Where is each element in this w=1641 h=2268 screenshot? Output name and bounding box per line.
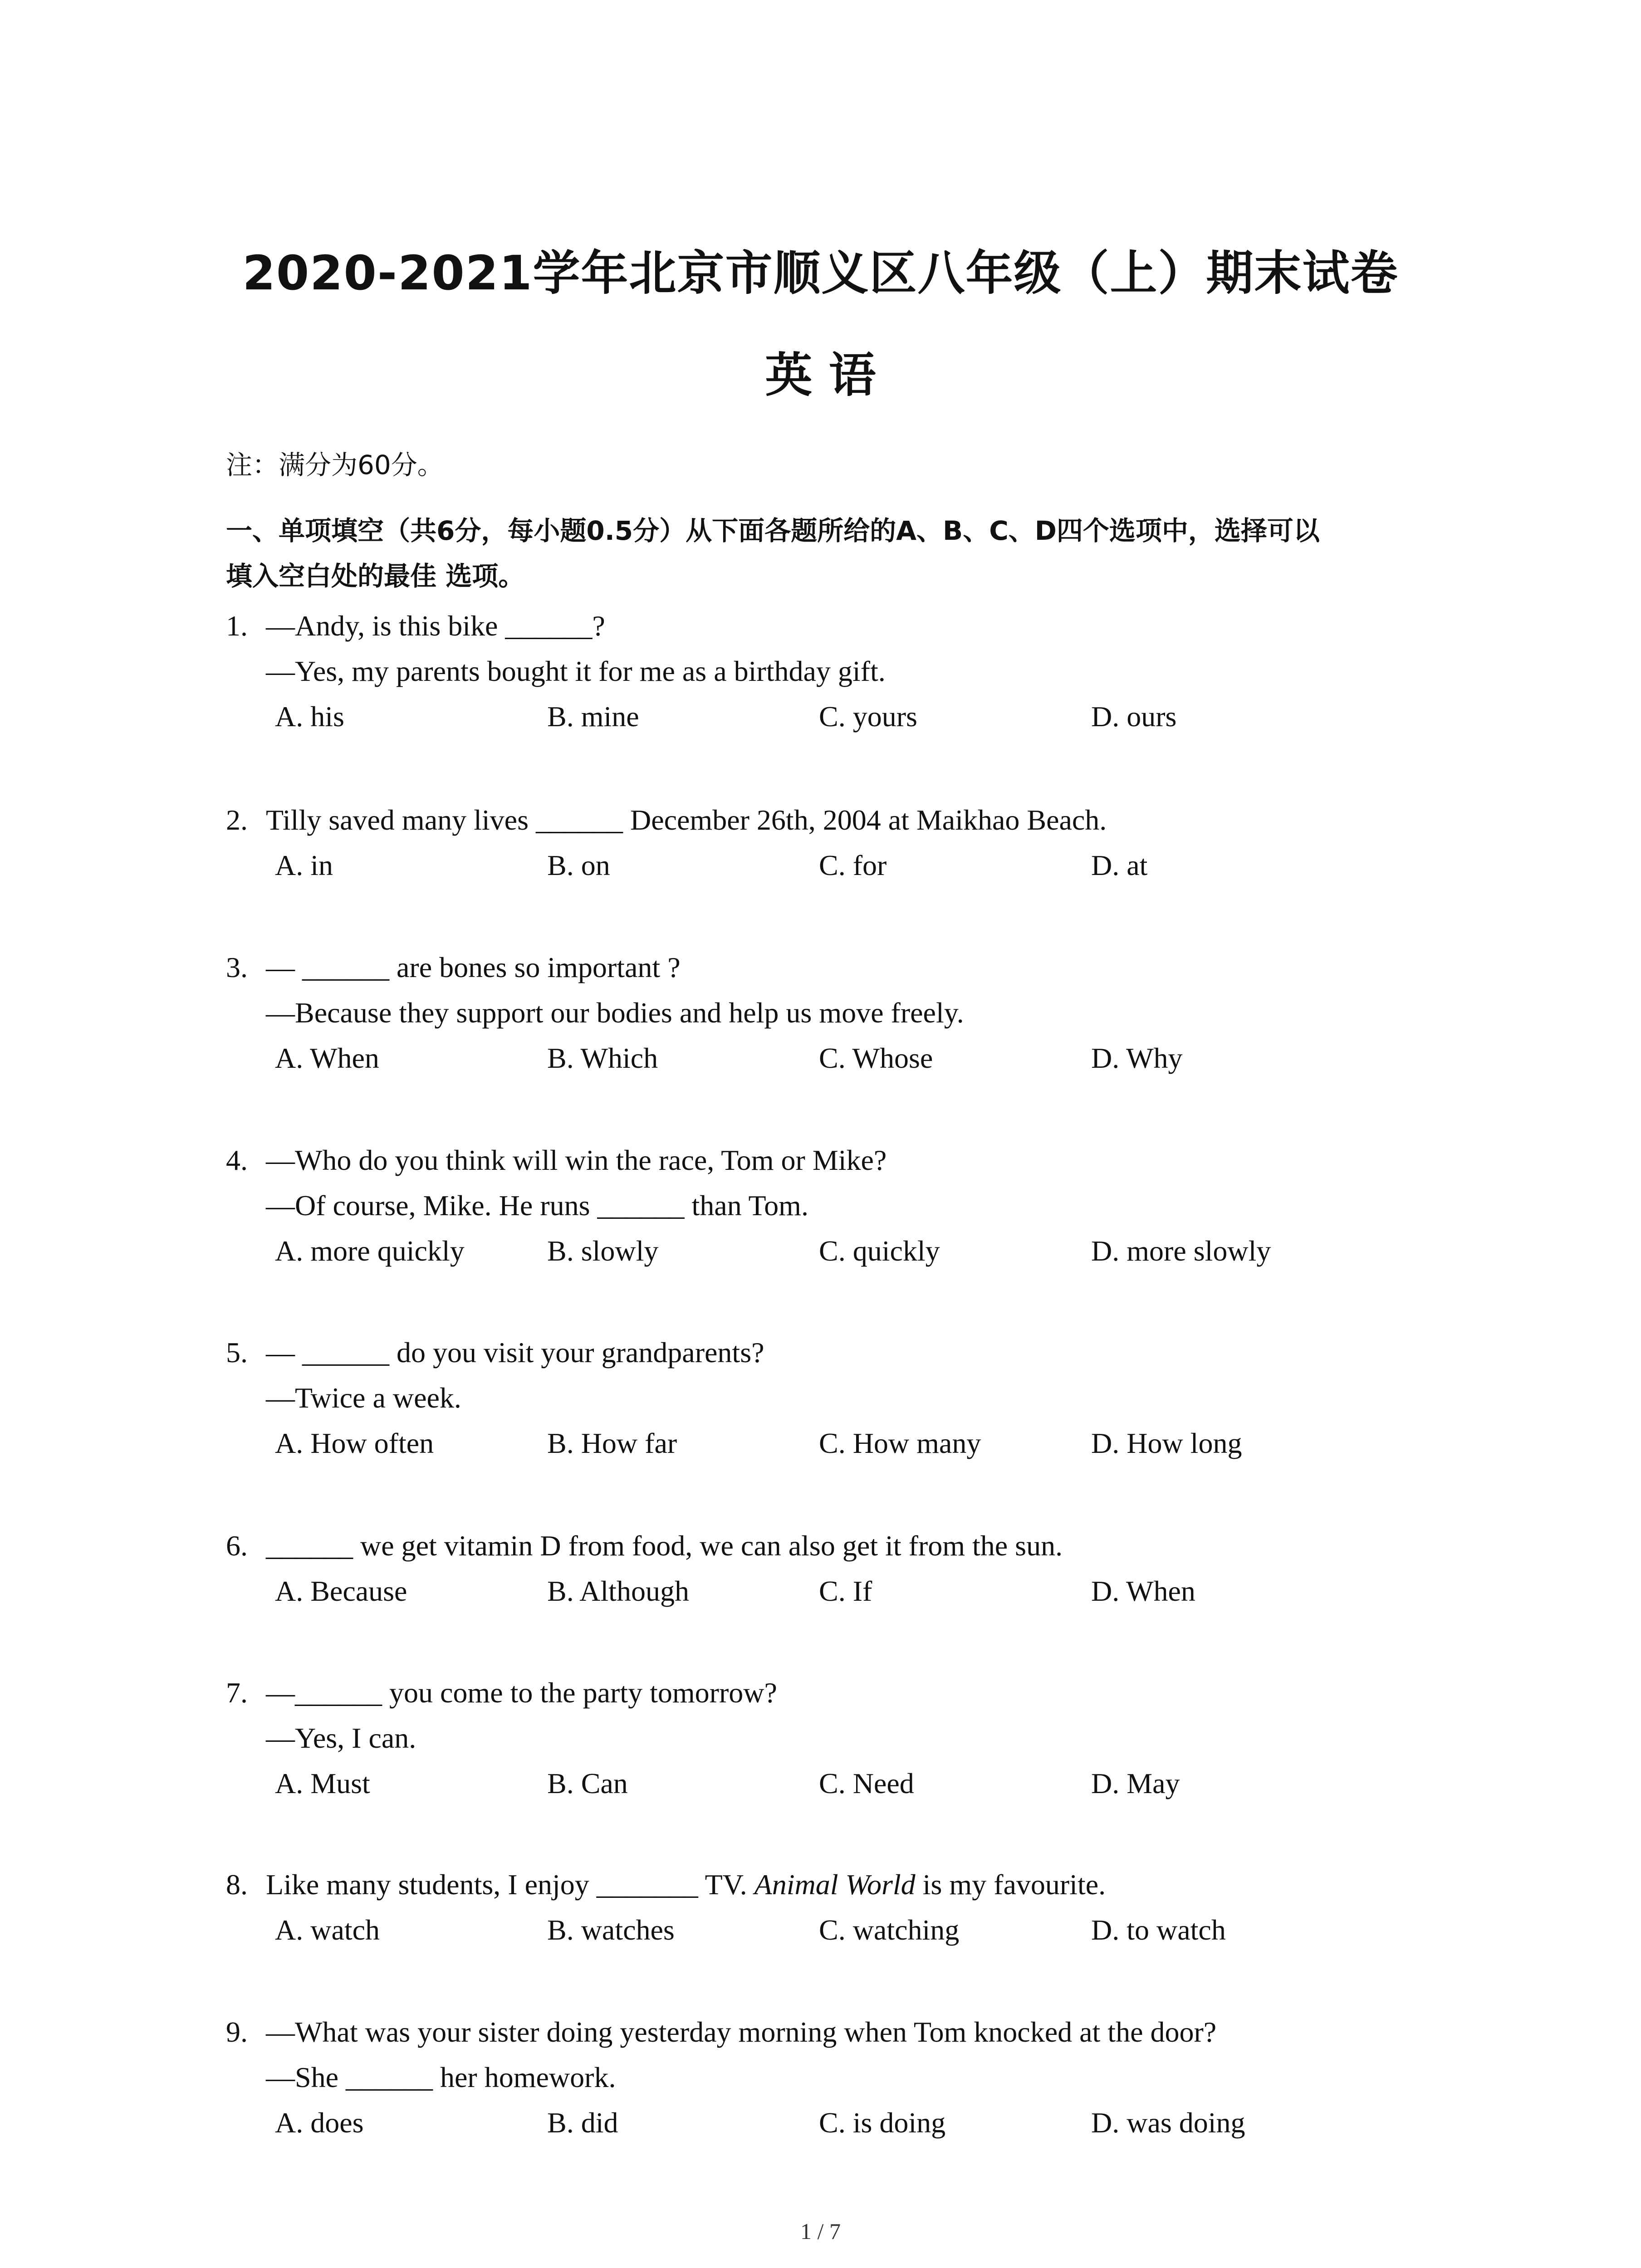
- question-line: [226, 1523, 1451, 1569]
- option-c: C. If: [819, 1575, 872, 1607]
- option-d: D. more slowly: [1091, 1235, 1271, 1267]
- question-6: [226, 1523, 1451, 1614]
- question-number: 6.: [226, 1530, 248, 1562]
- option-a: A. his: [275, 700, 344, 733]
- option-b: B. Although: [547, 1575, 689, 1607]
- question-5: [226, 1330, 1451, 1466]
- answer-text: —Of course, Mike. He runs ______ than Tom.: [266, 1189, 808, 1222]
- question-1: [226, 603, 1451, 739]
- answer-text: —Yes, I can.: [266, 1722, 416, 1754]
- answer-text: —Because they support our bodies and help us move freely.: [266, 997, 964, 1029]
- option-a: A. When: [275, 1042, 379, 1074]
- question-line: [226, 797, 1451, 843]
- option-b: B. did: [547, 2107, 618, 2139]
- question-line: [226, 1862, 1451, 1907]
- answer-text: —Twice a week.: [266, 1382, 461, 1414]
- options-row: [226, 1421, 1451, 1466]
- question-text: [266, 1862, 1106, 1907]
- question-number: 8.: [226, 1868, 248, 1901]
- question-line: [226, 1375, 1451, 1421]
- question-text: — ______ do you visit your grandparents?: [266, 1336, 764, 1369]
- option-a: A. How often: [275, 1427, 434, 1459]
- option-d: D. at: [1091, 849, 1148, 881]
- page-number: 1 / 7: [800, 2219, 841, 2244]
- option-d: D. ours: [1091, 700, 1177, 733]
- option-c: C. Whose: [819, 1042, 933, 1074]
- question-text-before: Like many students, I enjoy _______ TV.: [266, 1868, 754, 1901]
- question-number: 9.: [226, 2016, 248, 2048]
- question-4: [226, 1138, 1451, 1274]
- options-row: [226, 843, 1451, 888]
- option-d: D. Why: [1091, 1042, 1183, 1074]
- question-text: ______ we get vitamin D from food, we can also get it from the sun.: [266, 1530, 1063, 1562]
- option-a: A. in: [275, 849, 333, 881]
- option-a: A. does: [275, 2107, 364, 2139]
- answer-text: —Yes, my parents bought it for me as a birthday gift.: [266, 655, 886, 687]
- option-b: B. How far: [547, 1427, 677, 1459]
- option-b: B. slowly: [547, 1235, 659, 1267]
- option-c: C. quickly: [819, 1235, 940, 1267]
- question-text: Tilly saved many lives ______ December 26th, 2004 at Maikhao Beach.: [266, 804, 1107, 836]
- option-c: C. Need: [819, 1767, 914, 1799]
- question-number: 1.: [226, 610, 248, 642]
- question-3: [226, 945, 1451, 1081]
- option-d: D. How long: [1091, 1427, 1242, 1459]
- question-number: 4.: [226, 1144, 248, 1176]
- question-text: —Andy, is this bike ______?: [266, 610, 605, 642]
- options-row: [226, 2100, 1451, 2146]
- question-number: 7.: [226, 1677, 248, 1709]
- option-b: B. Which: [547, 1042, 658, 1074]
- option-b: B. on: [547, 849, 610, 881]
- options-row: [226, 1228, 1451, 1274]
- option-b: B. watches: [547, 1914, 675, 1946]
- question-2: [226, 797, 1451, 888]
- question-number: 2.: [226, 804, 248, 836]
- exam-subject: 英 语: [765, 347, 876, 403]
- question-line: [226, 1716, 1451, 1761]
- option-c: C. How many: [819, 1427, 981, 1459]
- option-a: A. more quickly: [275, 1235, 465, 1267]
- question-line: [226, 649, 1451, 694]
- question-8: [226, 1862, 1451, 1953]
- question-line: [226, 1183, 1451, 1228]
- question-text-after: is my favourite.: [915, 1868, 1106, 1901]
- options-row: [226, 1569, 1451, 1614]
- question-text: — ______ are bones so important ?: [266, 951, 681, 983]
- question-line: [226, 1138, 1451, 1183]
- program-title: Animal World: [754, 1868, 916, 1901]
- score-note: 注：满分为60分。: [226, 450, 444, 480]
- question-7: [226, 1670, 1451, 1806]
- options-row: [226, 694, 1451, 739]
- question-line: [226, 945, 1451, 990]
- question-9: [226, 2009, 1451, 2146]
- option-a: A. watch: [275, 1914, 380, 1946]
- section-one-line-1: 一、单项填空（共6分，每小题0.5分）从下面各题所给的A、B、C、D四个选项中，选择可以: [226, 515, 1320, 546]
- option-b: B. mine: [547, 700, 639, 733]
- option-d: D. to watch: [1091, 1914, 1226, 1946]
- question-text: —Who do you think will win the race, Tom or Mike?: [266, 1144, 887, 1176]
- options-row: [226, 1907, 1451, 1953]
- answer-text: —She ______ her homework.: [266, 2061, 616, 2093]
- question-number: 3.: [226, 951, 248, 983]
- option-d: D. May: [1091, 1767, 1180, 1799]
- option-d: D. was doing: [1091, 2107, 1245, 2139]
- option-c: C. is doing: [819, 2107, 946, 2139]
- question-line: [226, 1670, 1451, 1716]
- question-number: 5.: [226, 1336, 248, 1369]
- option-c: C. yours: [819, 700, 917, 733]
- options-row: [226, 1761, 1451, 1806]
- section-one-instructions: [226, 508, 1478, 599]
- question-text: —What was your sister doing yesterday morning when Tom knocked at the door?: [266, 2016, 1217, 2048]
- option-a: A. Because: [275, 1575, 407, 1607]
- question-line: [226, 990, 1451, 1036]
- options-row: [226, 1036, 1451, 1081]
- option-b: B. Can: [547, 1767, 628, 1799]
- question-line: [226, 1330, 1451, 1375]
- question-text: —______ you come to the party tomorrow?: [266, 1677, 777, 1709]
- question-line: [226, 603, 1451, 649]
- question-line: [226, 2055, 1451, 2100]
- option-c: C. watching: [819, 1914, 960, 1946]
- section-one-line-2: 填入空白处的最佳 选项。: [226, 561, 525, 591]
- option-a: A. Must: [275, 1767, 370, 1799]
- exam-title: 2020-2021学年北京市顺义区八年级（上）期末试卷: [242, 245, 1399, 301]
- question-line: [226, 2009, 1451, 2055]
- option-c: C. for: [819, 849, 887, 881]
- option-d: D. When: [1091, 1575, 1195, 1607]
